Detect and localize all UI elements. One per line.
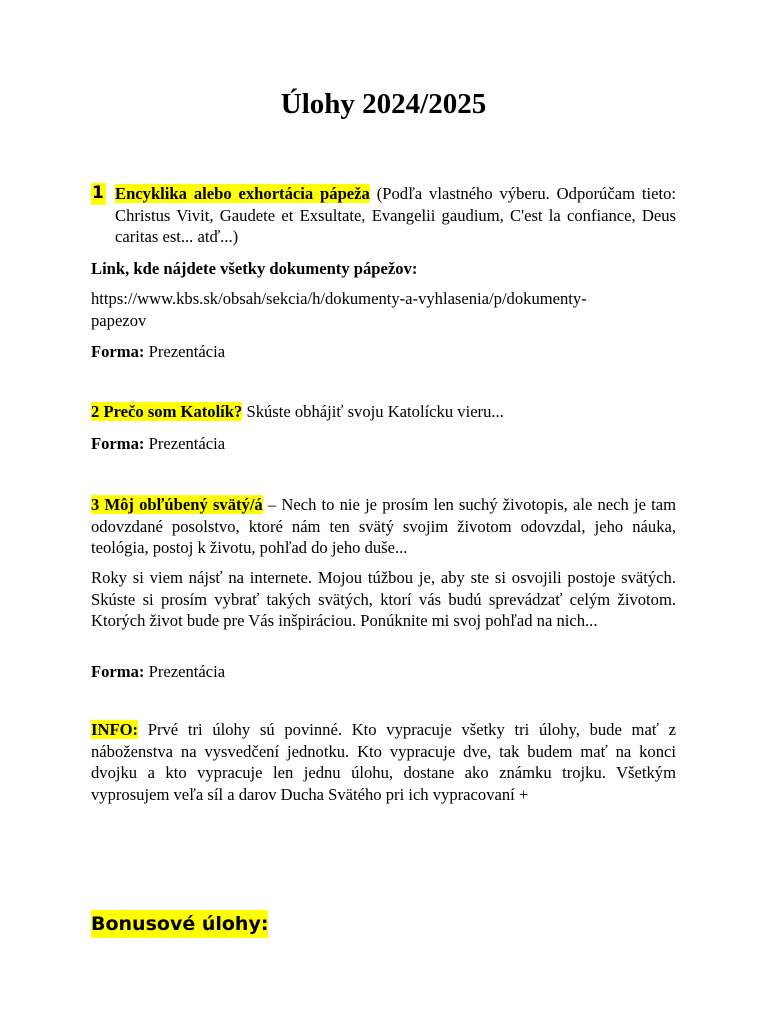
info-text: Prvé tri úlohy sú povinné. Kto vypracuje všetky tri úlohy, bude mať z náboženstva na vysvedčení jednotku. Kto vypracuje dve, tak budem mať na konci dvojku a kto vypracuje len jednu úlohu, dostane ako známku trojku. Všetkým vyprosujem veľa síl a darov Ducha Svätého pri ich vypracovaní + <box>91 720 676 804</box>
link-url-line1[interactable]: https://www.kbs.sk/obsah/sekcia/h/dokumenty-a-vyhlasenia/p/dokumenty- <box>91 289 587 308</box>
task-1-number: 1 <box>92 183 104 203</box>
task-2-heading: 2 Prečo som Katolík? <box>91 402 243 421</box>
link-url[interactable] <box>91 288 676 331</box>
link-url-line2[interactable]: papezov <box>91 310 147 330</box>
task-1 <box>91 183 676 248</box>
task-3-forma: Forma: Prezentácia <box>91 662 226 681</box>
task-2-forma: Forma: Prezentácia <box>91 434 226 453</box>
task-1-forma: Forma: Prezentácia <box>91 342 226 361</box>
task-1-text: (Podľa vlastného výberu. Odporúčam tieto: Christus Vivit, Gaudete et Exsultate, Evangelii gaudium, C'est la confiance, Deus caritas est... atď...) <box>115 184 676 246</box>
task-1-heading: Encyklika alebo exhortácia pápeža <box>115 184 370 203</box>
task-2-text: Skúste obhájiť svoju Katolícku vieru... <box>242 402 504 421</box>
info-label: INFO: <box>91 720 139 739</box>
info-paragraph <box>91 719 676 805</box>
task-2 <box>91 401 676 423</box>
task-3-para2: Roky si viem nájsť na internete. Mojou túžbou je, aby ste si osvojili postoje svätých. Skúste si prosím vybrať takých svätých, ktorí vás budú sprevádzať celým životom. Ktorých život bude pre Vás inšpiráciou. Ponúknite mi svoj pohľad na nich... <box>91 568 676 630</box>
task-3 <box>91 494 676 559</box>
page-title: Úlohy 2024/2025 <box>280 88 487 120</box>
task-3-text: – Nech to nie je prosím len suchý životopis, ale nech je tam odovzdané posolstvo, ktoré nám ten svätý svojim životom odovzdal, jeho náuka, teológia, postoj k životu, pohľad do jeho duše... <box>91 495 676 557</box>
task-3-heading: 3 Môj obľúbený svätý/á <box>91 495 263 514</box>
link-label: Link, kde nájdete všetky dokumenty pápežov: <box>91 259 418 278</box>
task-1-body <box>115 183 676 248</box>
bonus-heading: Bonusové úlohy: <box>91 910 268 938</box>
